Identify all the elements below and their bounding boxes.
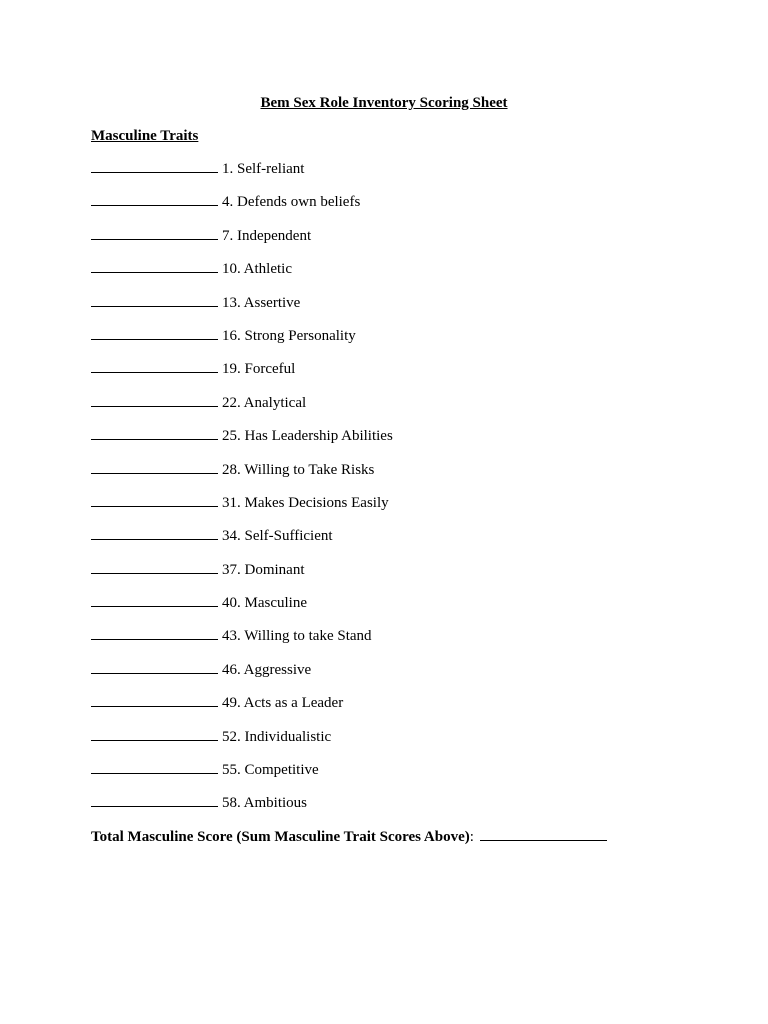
trait-label: 55. Competitive: [222, 762, 319, 779]
trait-item: [91, 192, 393, 225]
trait-item: [91, 159, 393, 192]
trait-item: [91, 560, 393, 593]
score-blank[interactable]: [91, 192, 218, 206]
section-heading: Masculine Traits: [91, 128, 199, 144]
score-blank[interactable]: [91, 493, 218, 507]
trait-item: [91, 326, 393, 359]
score-blank[interactable]: [91, 693, 218, 707]
trait-item: [91, 593, 393, 626]
score-blank[interactable]: [91, 326, 218, 340]
trait-item: [91, 226, 393, 259]
trait-item: [91, 660, 393, 693]
score-blank[interactable]: [91, 460, 218, 474]
trait-label: 22. Analytical: [222, 394, 307, 411]
score-blank[interactable]: [91, 526, 218, 540]
trait-item: [91, 526, 393, 559]
trait-label: 1. Self-reliant: [222, 161, 305, 177]
score-blank[interactable]: [91, 259, 218, 273]
trait-item: [91, 693, 393, 726]
trait-label: 28. Willing to Take Risks: [222, 461, 375, 478]
score-blank[interactable]: [91, 393, 218, 407]
score-blank[interactable]: [91, 793, 218, 807]
trait-item: [91, 359, 393, 392]
trait-label: 37. Dominant: [222, 561, 305, 578]
score-blank[interactable]: [91, 593, 218, 607]
trait-label: 46. Aggressive: [222, 661, 312, 678]
trait-item: [91, 426, 393, 459]
page-title: Bem Sex Role Inventory Scoring Sheet: [260, 95, 508, 111]
trait-label: 43. Willing to take Stand: [222, 628, 372, 645]
trait-label: 34. Self-Sufficient: [222, 528, 333, 545]
trait-item: [91, 259, 393, 292]
score-blank[interactable]: [91, 760, 218, 774]
trait-label: 31. Makes Decisions Easily: [222, 494, 389, 511]
total-score-blank[interactable]: [480, 827, 607, 841]
trait-label: 19. Forceful: [222, 361, 296, 378]
score-blank[interactable]: [91, 293, 218, 307]
score-blank[interactable]: [91, 226, 218, 240]
score-blank[interactable]: [91, 727, 218, 741]
score-blank[interactable]: [91, 159, 218, 173]
score-blank[interactable]: [91, 359, 218, 373]
score-blank[interactable]: [91, 426, 218, 440]
trait-label: 58. Ambitious: [222, 795, 308, 812]
trait-label: 10. Athletic: [222, 261, 292, 278]
trait-label: 49. Acts as a Leader: [222, 695, 344, 712]
score-blank[interactable]: [91, 660, 218, 674]
trait-label: 40. Masculine: [222, 595, 307, 612]
trait-label: 7. Independent: [222, 227, 312, 244]
score-blank[interactable]: [91, 626, 218, 640]
trait-item: [91, 727, 393, 760]
trait-label: 52. Individualistic: [222, 728, 332, 745]
trait-item: [91, 393, 393, 426]
trait-list: [91, 159, 393, 827]
trait-label: 13. Assertive: [222, 294, 301, 311]
trait-item: [91, 493, 393, 526]
score-blank[interactable]: [91, 560, 218, 574]
trait-label: 25. Has Leadership Abilities: [222, 428, 393, 445]
total-score-label: Total Masculine Score (Sum Masculine Trait Scores Above): [91, 829, 470, 845]
trait-item: [91, 460, 393, 493]
trait-item: [91, 760, 393, 793]
trait-label: 4. Defends own beliefs: [222, 194, 361, 211]
trait-item: [91, 626, 393, 659]
trait-item: [91, 793, 393, 826]
trait-label: 16. Strong Personality: [222, 327, 356, 344]
total-score-line: [91, 827, 607, 847]
total-score-colon: :: [469, 829, 474, 845]
trait-item: [91, 293, 393, 326]
